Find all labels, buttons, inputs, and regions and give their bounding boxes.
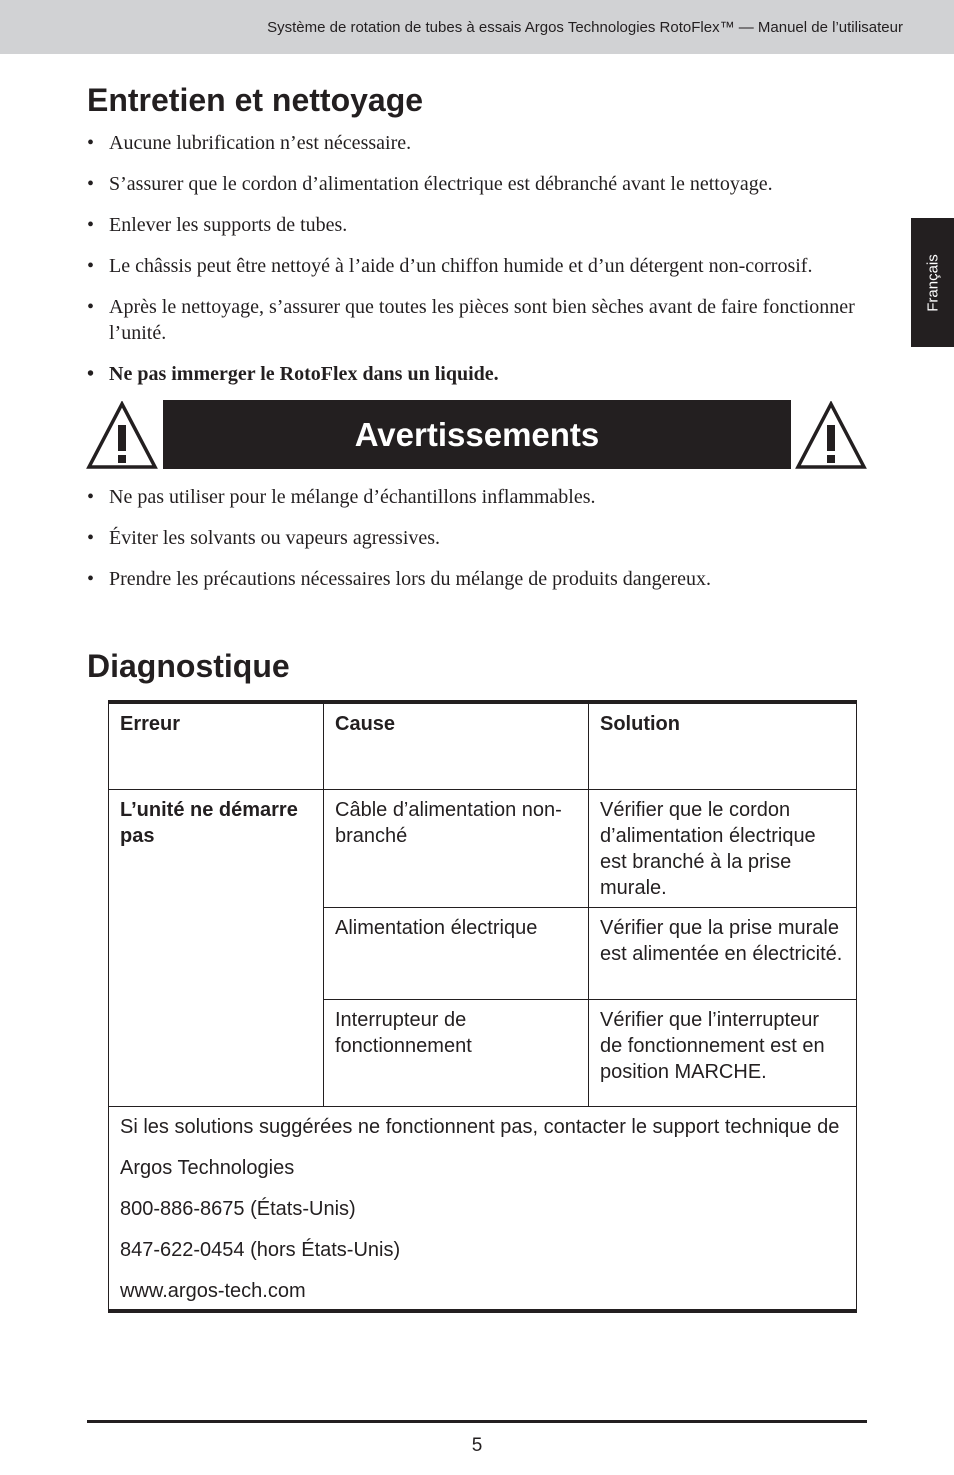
solution-cell: Vérifier que le cordon d’alimentation électrique est branché à la prise murale. (589, 790, 857, 908)
error-cell: L’unité ne démarre pas (109, 790, 324, 1107)
table-row (109, 790, 857, 908)
document-title: Système de rotation de tubes à essais Argos Technologies RotoFlex™ — Manuel de l’utilisateur (267, 19, 903, 36)
header-bar (0, 0, 954, 54)
list-item: • Le châssis peut être nettoyé à l’aide d’un chiffon humide et d’un détergent non-corrosif. (87, 253, 877, 279)
list-item-warning: • Ne pas immerger le RotoFlex dans un liquide. (87, 361, 877, 387)
list-item: • Ne pas utiliser pour le mélange d’échantillons inflammables. (87, 484, 877, 510)
diagnostics-heading: Diagnostique (87, 648, 290, 684)
support-company: Argos Technologies (120, 1157, 295, 1179)
cause-cell: Alimentation électrique (324, 908, 589, 1000)
cause-cell: Câble d’alimentation non-branché (324, 790, 589, 908)
column-header: Solution (589, 702, 857, 790)
support-phone-intl: 847-622-0454 (hors États-Unis) (120, 1239, 401, 1261)
page-number: 5 (471, 1435, 483, 1456)
list-item: • Après le nettoyage, s’assurer que toutes les pièces sont bien sèches avant de faire fonctionner l’unité. (87, 294, 877, 346)
column-header: Erreur (109, 702, 324, 790)
list-item: • Aucune lubrification n’est nécessaire. (87, 130, 877, 156)
column-header: Cause (324, 702, 589, 790)
maintenance-list (87, 130, 877, 402)
list-item: • S’assurer que le cordon d’alimentation électrique est débranché avant le nettoyage. (87, 171, 877, 197)
warnings-banner: Avertissements (163, 400, 791, 469)
list-item: • Éviter les solvants ou vapeurs agressives. (87, 525, 877, 551)
warning-triangle-icon (86, 401, 158, 469)
support-row (109, 1107, 857, 1312)
support-cell (109, 1107, 857, 1312)
support-phone-us: 800-886-8675 (États-Unis) (120, 1198, 356, 1220)
list-item: • Prendre les précautions nécessaires lors du mélange de produits dangereux. (87, 566, 877, 592)
solution-cell: Vérifier que l’interrupteur de fonctionnement est en position MARCHE. (589, 1000, 857, 1107)
language-tab-label: Français (924, 253, 941, 312)
support-website: www.argos-tech.com (120, 1280, 306, 1302)
table-header-row (109, 702, 857, 790)
support-intro: Si les solutions suggérées ne fonctionnent pas, contacter le support technique de (120, 1116, 840, 1138)
cause-cell: Interrupteur de fonctionnement (324, 1000, 589, 1107)
maintenance-heading: Entretien et nettoyage (87, 82, 424, 118)
warnings-list (87, 484, 877, 607)
diagnostics-table (108, 700, 857, 1313)
footer-divider (87, 1420, 867, 1423)
solution-cell: Vérifier que la prise murale est alimentée en électricité. (589, 908, 857, 1000)
language-tab (911, 218, 954, 347)
warning-triangle-icon (795, 401, 867, 469)
list-item: • Enlever les supports de tubes. (87, 212, 877, 238)
